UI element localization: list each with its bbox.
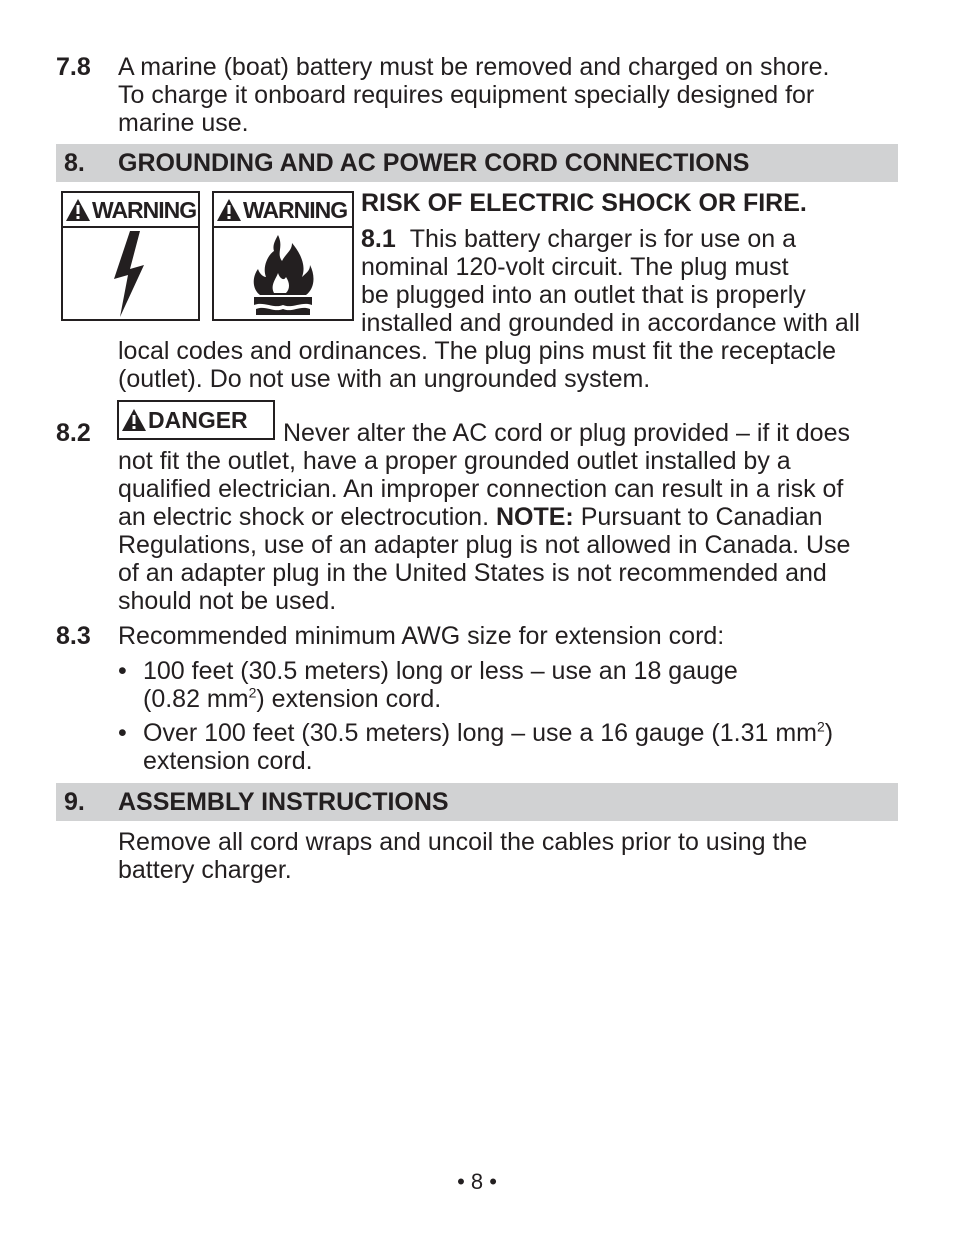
warning-shock-box <box>61 191 200 321</box>
text-line: an electric shock or electrocution. <box>118 503 490 531</box>
text-line: Never alter the AC cord or plug provided – if it does <box>283 419 850 447</box>
text-line: of an adapter plug in the United States is not recommended and <box>118 559 827 587</box>
text-line: This battery charger is for use on a <box>409 225 797 253</box>
text-line: Pursuant to Canadian <box>580 503 823 531</box>
text-line: Remove all cord wraps and uncoil the cables prior to using the <box>118 828 808 856</box>
page-number: • 8 • <box>457 1169 497 1194</box>
text-line: (0.82 mm <box>143 685 249 713</box>
text-line: extension cord. <box>143 747 313 775</box>
text-line: A marine (boat) battery must be removed and charged on shore. <box>118 53 830 81</box>
section-8-1-text-cont <box>118 337 836 393</box>
text-line: not fit the outlet, have a proper grounded outlet installed by a <box>118 447 791 475</box>
list-item <box>143 719 833 775</box>
section-8-3-text: Recommended minimum AWG size for extension cord: <box>118 622 725 650</box>
electric-shock-icon <box>106 229 156 319</box>
text-line: Over 100 feet (30.5 meters) long – use a 16 gauge (1.31 mm <box>143 719 817 747</box>
warning-label: WARNING <box>92 197 197 223</box>
danger-label: DANGER <box>148 407 248 433</box>
bullet-marker: • <box>118 719 127 747</box>
section-9-header <box>56 783 898 821</box>
section-number-8-2: 8.2 <box>56 419 91 447</box>
section-8-2-text <box>118 447 850 615</box>
warning-label: WARNING <box>243 197 348 223</box>
text-line: qualified electrician. An improper connection can result in a risk of <box>118 475 844 503</box>
section-9-number: 9. <box>64 788 85 816</box>
superscript: 2 <box>248 684 257 701</box>
text-line: marine use. <box>118 109 249 137</box>
alert-triangle-icon <box>216 198 242 222</box>
text-line: Regulations, use of an adapter plug is not allowed in Canada. Use <box>118 531 851 559</box>
text-line: 100 feet (30.5 meters) long or less – use an 18 gauge <box>143 657 738 685</box>
section-9-title: ASSEMBLY INSTRUCTIONS <box>118 788 449 816</box>
section-8-1-text <box>361 225 860 337</box>
text-line: installed and grounded in accordance with all <box>361 309 860 337</box>
risk-heading: RISK OF ELECTRIC SHOCK OR FIRE. <box>361 189 807 217</box>
section-number-8-3: 8.3 <box>56 622 91 650</box>
text-line: (outlet). Do not use with an ungrounded system. <box>118 365 651 393</box>
text-line: local codes and ordinances. The plug pins must fit the receptacle <box>118 337 837 365</box>
alert-triangle-icon <box>65 198 91 222</box>
bullet-marker: • <box>118 657 127 685</box>
text-line: should not be used. <box>118 587 337 615</box>
section-number-7-8: 7.8 <box>56 53 91 81</box>
section-7-8-text <box>118 53 830 137</box>
alert-triangle-icon <box>121 408 147 432</box>
section-8-title: GROUNDING AND AC POWER CORD CONNECTIONS <box>118 149 750 177</box>
warning-fire-box <box>212 191 354 321</box>
text-line: battery charger. <box>118 856 292 884</box>
section-number-8-1: 8.1 <box>361 225 396 253</box>
section-9-text <box>118 828 807 884</box>
text-line: nominal 120-volt circuit. The plug must <box>361 253 789 281</box>
list-item <box>143 657 738 713</box>
section-8-number: 8. <box>64 149 85 177</box>
danger-label-box <box>117 400 275 440</box>
text-line: ) <box>824 719 834 747</box>
superscript: 2 <box>817 718 825 735</box>
section-8-header <box>56 144 898 182</box>
note-label: NOTE: <box>495 503 574 531</box>
text-line: ) extension cord. <box>256 685 442 713</box>
fire-icon <box>248 231 318 317</box>
text-line: To charge it onboard requires equipment specially designed for <box>118 81 815 109</box>
text-line: be plugged into an outlet that is properly <box>361 281 806 309</box>
